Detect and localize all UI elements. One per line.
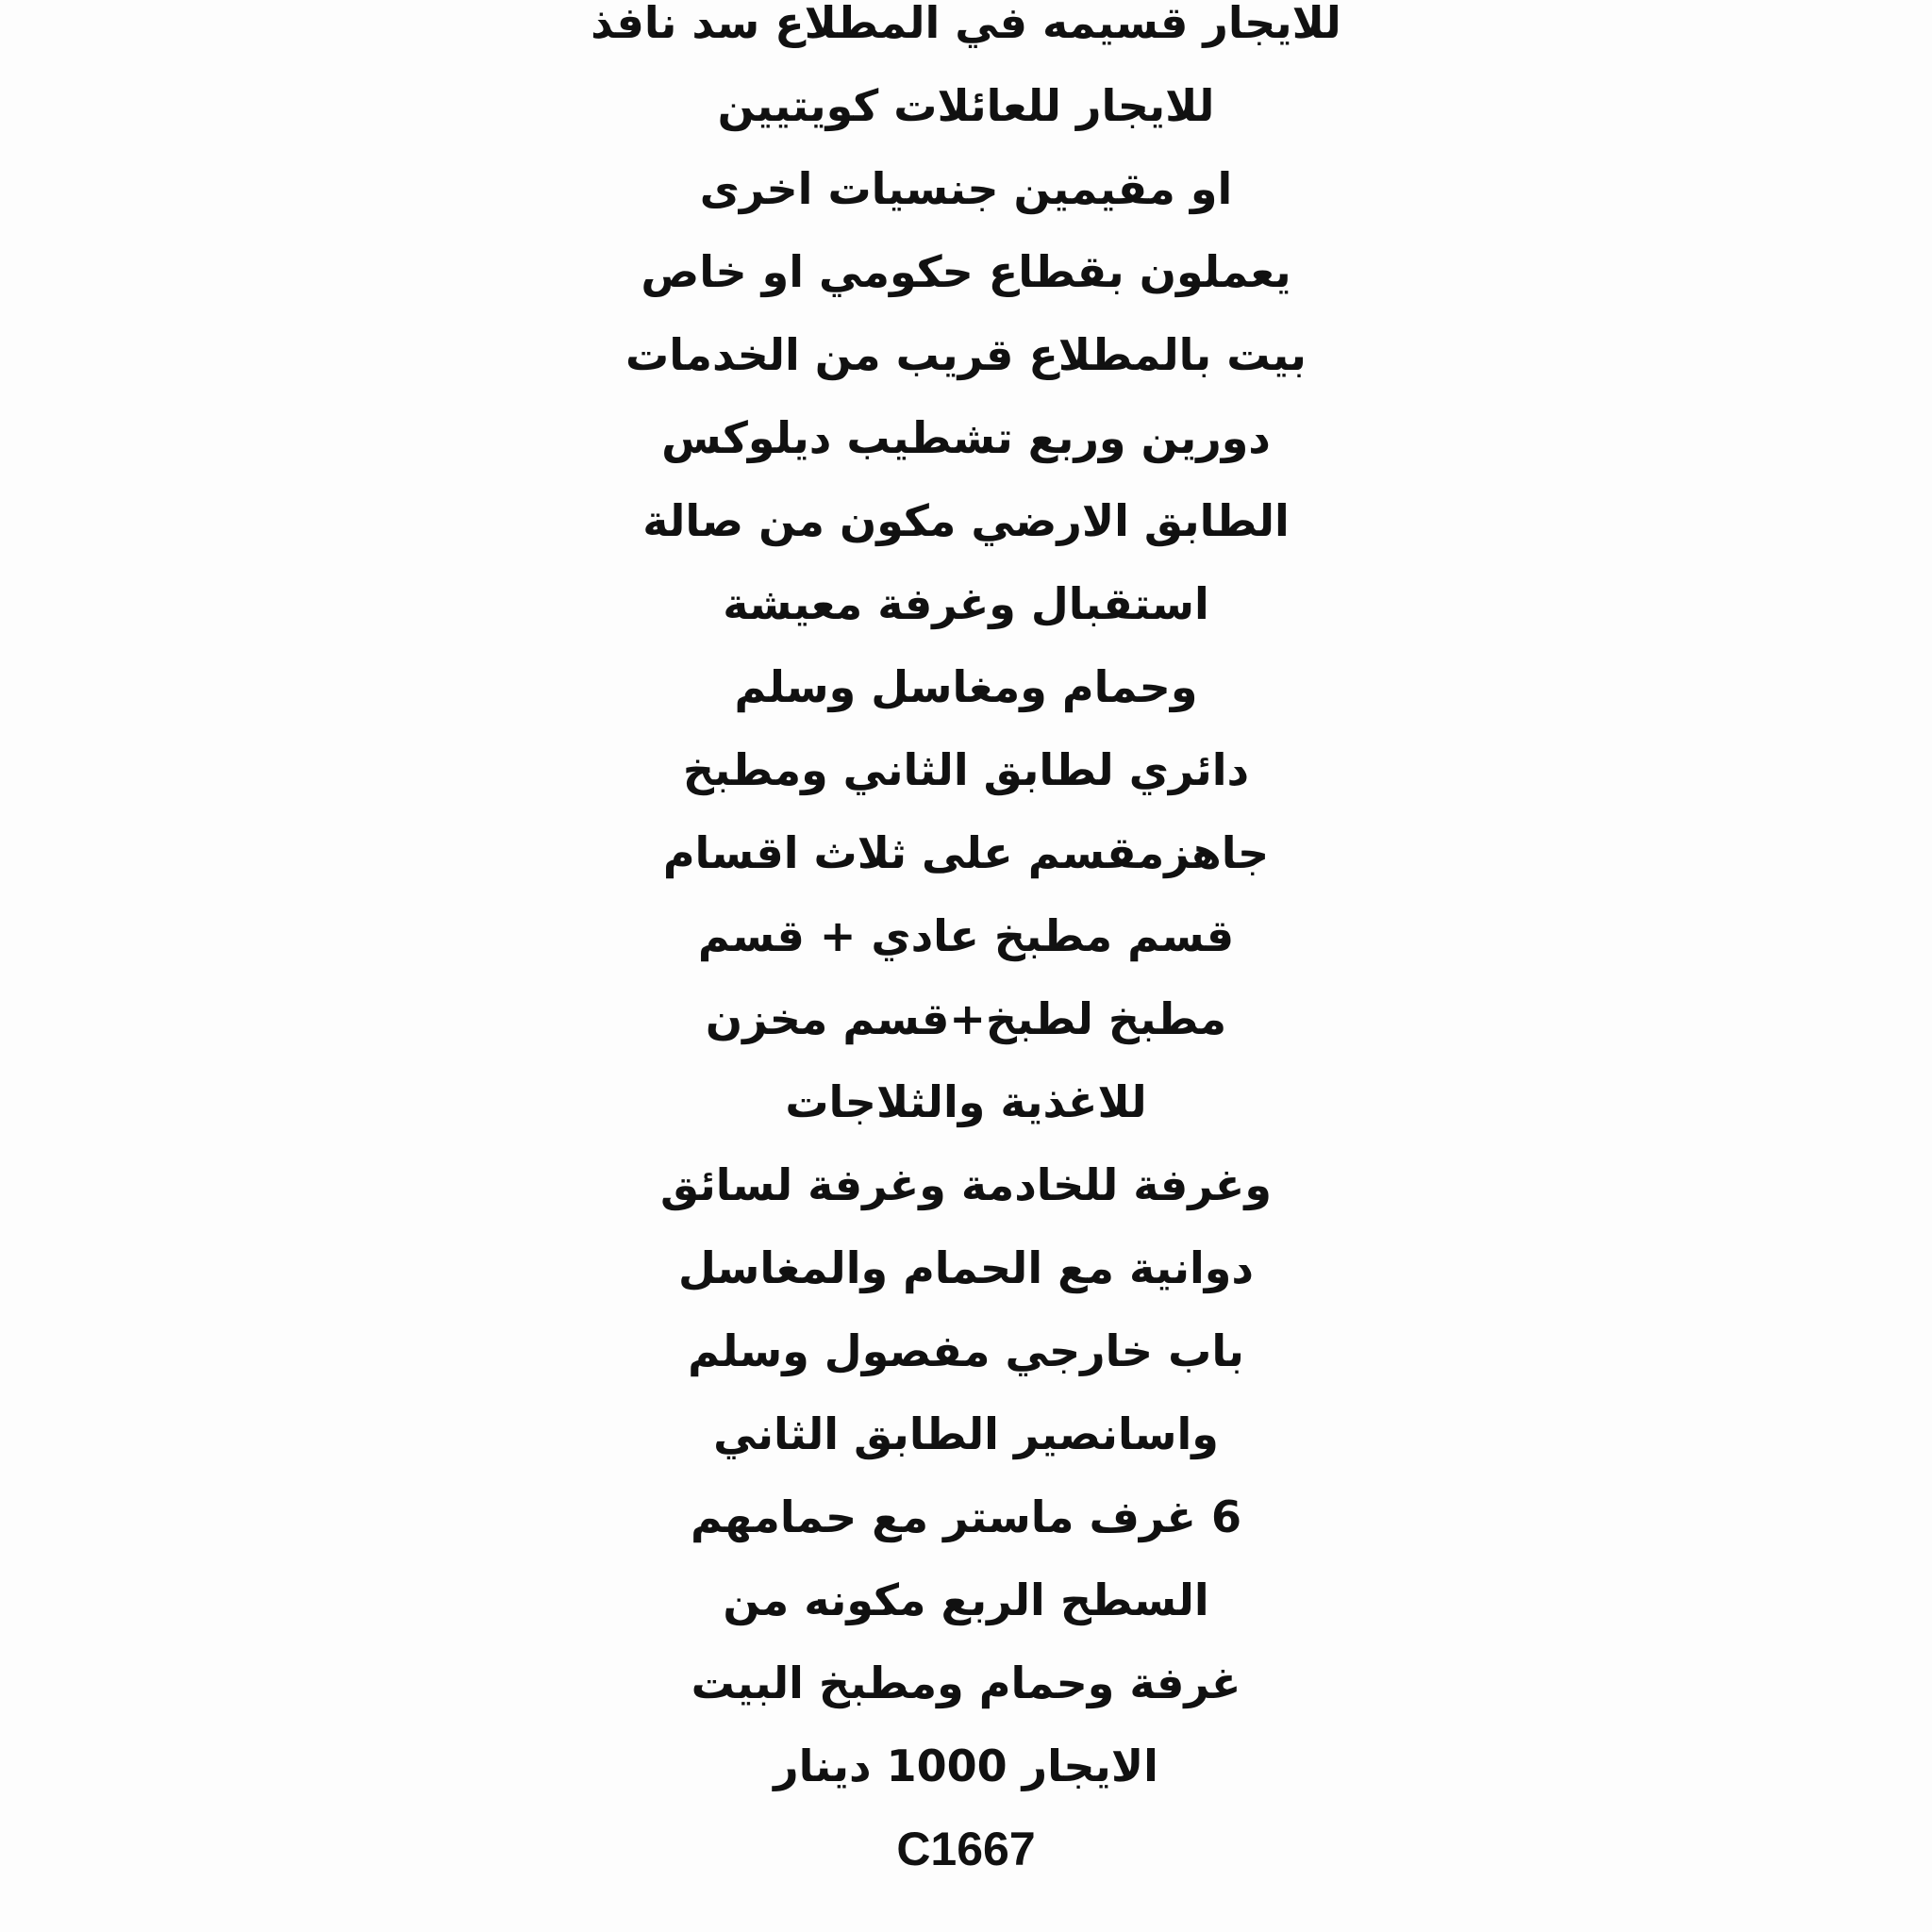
listing-line: قسم مطبخ عادي + قسم	[697, 910, 1235, 961]
listing-line: الطابق الارضي مكون من صالة	[642, 495, 1290, 546]
listing-line: بيت بالمطلاع قريب من الخدمات	[625, 329, 1307, 380]
listing-line: للايجار قسيمه في المطلاع سد نافذ	[591, 0, 1341, 48]
listing-line: غرفة وحمام ومطبخ البيت	[691, 1657, 1241, 1708]
listing-line: دورين وربع تشطيب ديلوكس	[661, 412, 1271, 463]
listing-line: وحمام ومغاسل وسلم	[734, 661, 1198, 712]
listing-price-line: الايجار 1000 دينار	[774, 1740, 1158, 1791]
listing-line: السطح الربع مكونه من	[723, 1574, 1209, 1625]
listing-line: دوانية مع الحمام والمغاسل	[678, 1242, 1254, 1293]
listing-line: مطبخ لطبخ+قسم مخزن	[705, 993, 1227, 1044]
listing-reference-code: C1667	[896, 1823, 1036, 1875]
listing-line: او مقيمين جنسيات اخرى	[699, 163, 1233, 214]
listing-line: وغرفة للخادمة وغرفة لسائق	[660, 1159, 1272, 1210]
listing-line: يعملون بقطاع حكومي او خاص	[641, 246, 1291, 297]
listing-line: باب خارجي مفصول وسلم	[688, 1325, 1244, 1376]
listing-line: استقبال وغرفة معيشة	[723, 578, 1209, 629]
listing-line: جاهزمقسم على ثلاث اقسام	[662, 827, 1270, 878]
listing-line: واسانصير الطابق الثاني	[713, 1408, 1219, 1459]
listing-line: للايجار للعائلات كويتيين	[717, 80, 1215, 131]
listing-line: دائري لطابق الثاني ومطبخ	[682, 744, 1250, 795]
listing-line: 6 غرف ماستر مع حمامهم	[690, 1491, 1241, 1542]
listing-line: للاغذية والثلاجات	[785, 1076, 1147, 1127]
